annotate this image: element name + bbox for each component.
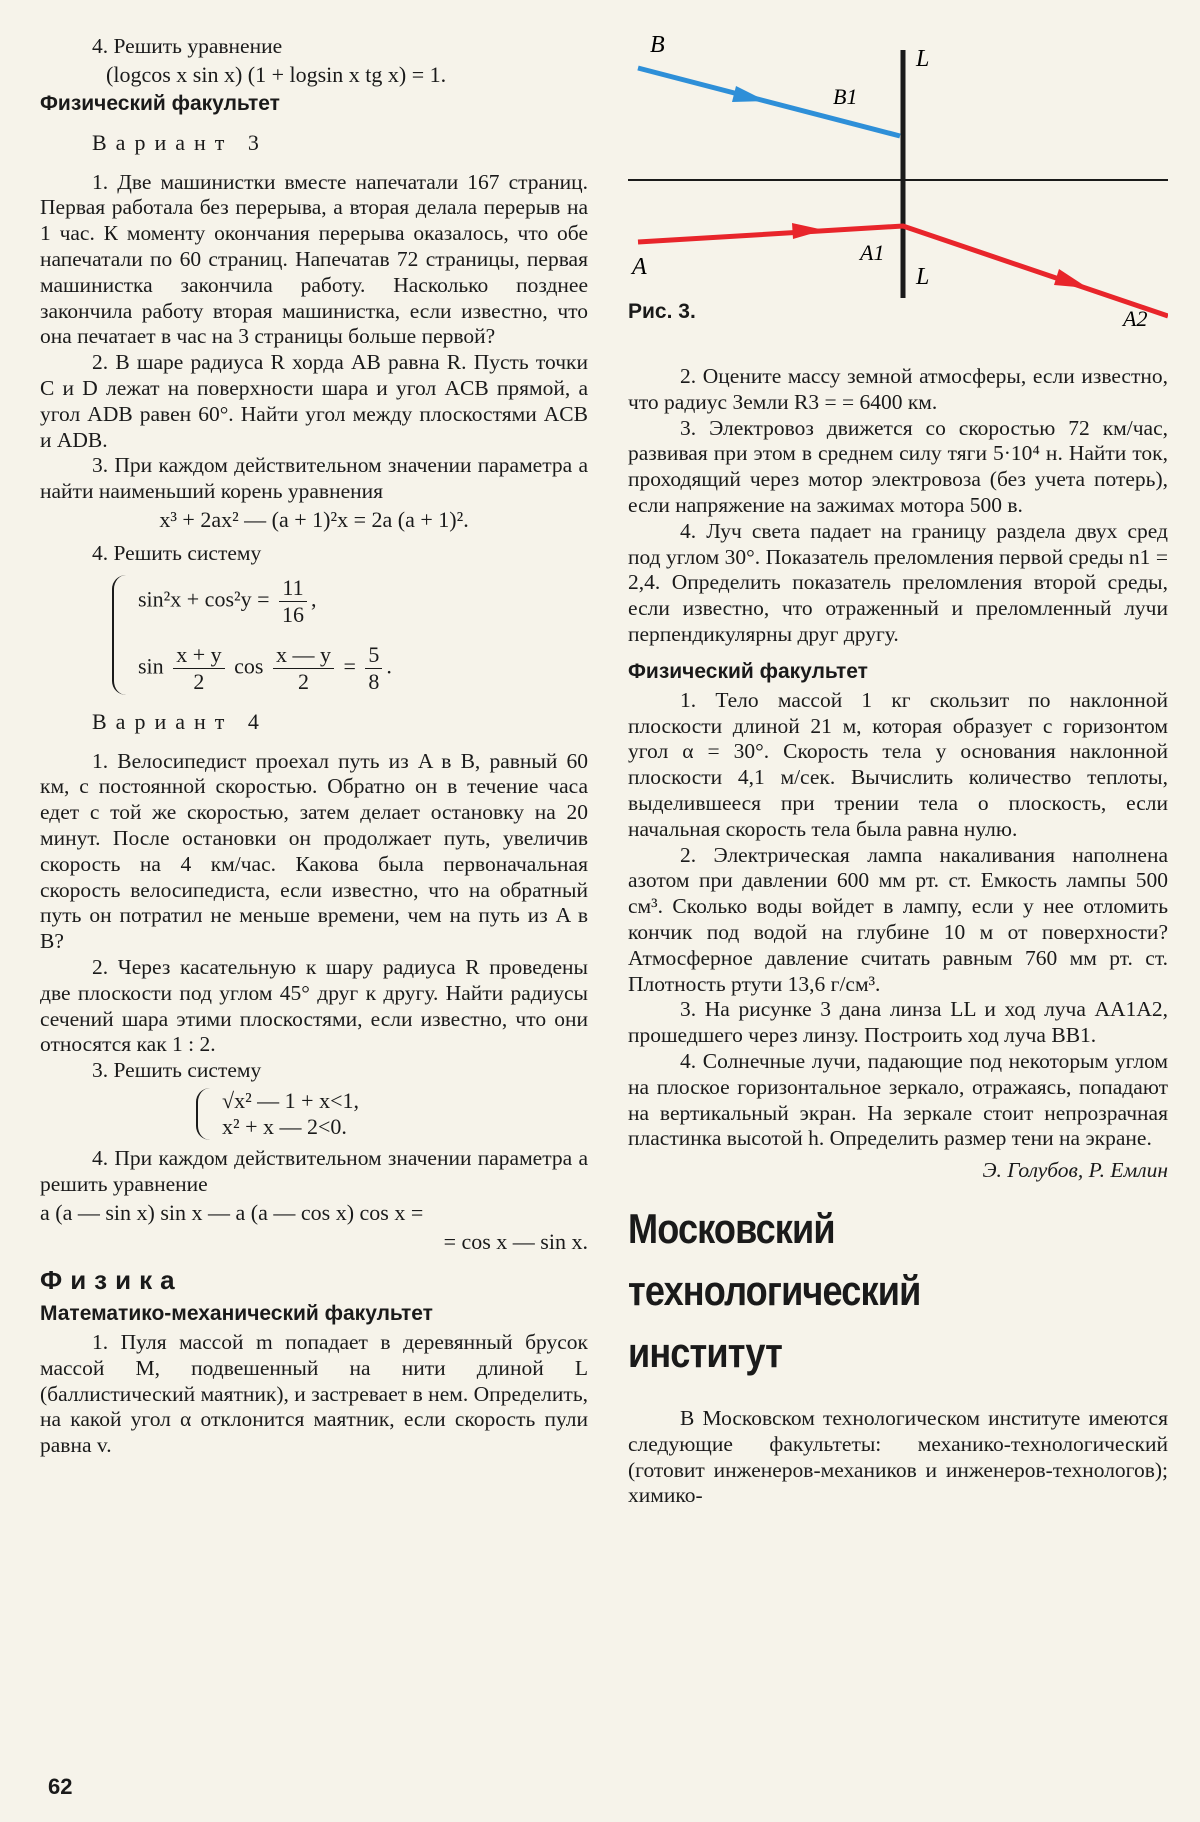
headline-line: Московский [628,1204,835,1252]
equation-system [112,575,588,695]
inequality-system [196,1088,588,1140]
problem-text: 4. Луч света падает на границу раздела двух сред под углом 30°. Показатель преломления первой среды n1 = 2,4. Определить показатель преломления второй среды, если известно, что отраженный и преломленный лучи перпендикулярны друг другу. [628,518,1168,646]
brace-shape [112,575,130,695]
headline-line: институт [628,1328,782,1376]
problem-text: 3. Электровоз движется со скоростью 72 км/час, развивая при этом в среднем силу тяги 5·10⁴ н. Найти ток, проходящий через мотор электровоза (без учета потерь), если напряжение на зажимах мотора 500 в. [628,415,1168,517]
brace-shape [196,1088,214,1140]
formula-part: sin [138,653,164,679]
fraction-numerator: 5 [365,642,382,669]
article-headline [628,1198,1168,1384]
variant-3-heading: Вариант 3 [92,129,268,155]
label-b1: B1 [833,84,858,109]
section-heading-physics: Физика [40,1265,183,1296]
system-row [138,642,588,695]
problem-4-equation: (logcos x sin x) (1 + logsin x tg x) = 1. [106,61,447,87]
fraction-denominator: 8 [368,668,380,694]
label-l-top: L [916,46,930,72]
problem-text: 4. При каждом действительном значении параметра a решить уравнение [40,1145,588,1196]
faculty-heading: Математико-механический факультет [40,1302,433,1326]
ray-a2-arrow [1054,269,1088,288]
ray-a-arrow [792,223,824,239]
fraction [365,642,382,695]
system-row: x² + x — 2<0. [222,1113,347,1139]
label-b: B [650,32,665,58]
problem-text: 1. Две машинистки вместе напечатали 167 страниц. Первая работала без перерыва, а вторая делала перерыв на 1 час. К моменту окончания перерыва оказалось, что обе напечатали по 60 страниц. Напечатав 72 страницы, первая машинистка закончила работу. Насколько позднее закончила работу вторая машинистка, если известно, что она печатает в час на 3 страницы больше первой? [40,169,588,349]
right-column [628,0,1168,1509]
fraction-numerator: 11 [279,575,307,602]
fraction [273,642,334,695]
system-row [138,575,588,628]
fraction-numerator: x + y [173,642,224,669]
figure-caption: Рис. 3. [628,300,696,323]
label-a2: A2 [1123,306,1148,330]
lens-figure [628,30,1168,330]
label-l-bottom: L [916,264,930,290]
page-number: 62 [48,1774,73,1799]
problem-4-heading: 4. Решить уравнение [92,34,283,58]
fraction-denominator: 2 [193,668,205,694]
problem-text: 1. Велосипедист проехал путь из A в B, равный 60 км, с постоянной скоростью. Обратно он в течение часа едет с той же скоростью, затем делает остановку на 20 минут. После остановки он продолжает путь, увеличив скорость на 4 км/час. Какова была первоначальная скорость велосипедиста, если известно, что на обратный путь он потратил не меньше времени, чем на путь из A в B? [40,748,588,954]
faculty-heading: Физический факультет [628,659,868,683]
problem-equation: = cos x — sin x. [443,1229,588,1255]
ray-b [638,68,900,136]
system-row: √x² — 1 + x<1, [222,1087,359,1113]
problem-text: 2. Через касательную к шару радиуса R проведены две плоскости под углом 45° друг к другу. Найти радиусы сечений шара этими плоскостями, если известно, что они относятся как 1 : 2. [40,954,588,1057]
problem-text: 1. Тело массой 1 кг скользит по наклонной плоскости длиной 21 м, которая образует с горизонтом угол α = 30°. Скорость тела у основания наклонной плоскости 4,1 м/сек. Вычислить количество теплоты, выделившееся при трении тела о плоскость, если начальная скорость тела была равна нулю. [628,687,1168,841]
formula-part: sin²x + cos²y = [138,586,270,612]
label-a1: A1 [860,240,885,265]
problem-text: 2. Оцените массу земной атмосферы, если известно, что радиус Земли R3 = = 6400 км. [628,364,1168,414]
problem-text: 4. Решить систему [92,540,262,565]
formula-part: = [343,653,356,679]
formula-part: . [386,653,392,679]
label-a: A [632,254,647,280]
ray-b-arrow [732,86,766,102]
problem-text: 2. Электрическая лампа накаливания наполнена азотом при давлении 600 мм рт. ст. Емкость лампы 500 см³. Сколько воды войдет в лампу, если у нее отломить кончик под водой на глубине 10 м от поверхности? Атмосферное давление считать равным 760 мм рт. ст. Плотность ртути 13,6 г/см³. [628,842,1168,996]
problem-text: 3. Решить систему [92,1058,262,1083]
left-column [40,0,588,1459]
problem-equation: a (a — sin x) sin x — a (a — cos x) cos x = [40,1199,424,1225]
formula-part: , [311,586,317,612]
article-authors: Э. Голубов, Р. Емлин [982,1158,1168,1183]
formula-part: cos [234,653,264,679]
faculty-heading: Физический факультет [40,91,280,115]
problem-text: 2. В шаре радиуса R хорда AB равна R. Пусть точки C и D лежат на поверхности шара и угол ACB прямой, а угол ADB равен 60°. Найти угол между плоскостями ACB и ADB. [40,350,588,452]
fraction [279,575,307,628]
fraction-numerator: x — y [273,642,334,669]
article-intro: В Московском технологическом институте имеются следующие факультеты: механико-технологический (готовит инженеров-механиков и инженеров-технологов); химико- [628,1405,1168,1508]
problem-text: 3. При каждом действительном значении параметра a найти наименьший корень уравнения [40,453,588,504]
problem-text: 3. На рисунке 3 дана линза LL и ход луча AA1A2, прошедшего через линзу. Построить ход луча BB1. [628,997,1168,1048]
problem-text: 4. Солнечные лучи, падающие под некоторым углом на плоское горизонтальное зеркало, отражаясь, попадают на вертикальный экран. На зеркале стоит непрозрачная пластинка высотой h. Определить размер тени на экране. [628,1048,1168,1151]
variant-4-heading: Вариант 4 [92,708,268,734]
fraction [173,642,224,695]
headline-line: технологический [628,1266,921,1314]
fraction-denominator: 16 [282,601,305,627]
problem-text: 1. Пуля массой m попадает в деревянный брусок массой M, подвешенный на нити длиной L (баллистический маятник), и застревает в нем. Определить, на какой угол α отклонится маятник, если скорость пули равна v. [40,1330,588,1458]
problem-equation: x³ + 2ax² — (a + 1)²x = 2a (a + 1)². [159,506,469,532]
fraction-denominator: 2 [297,668,309,694]
